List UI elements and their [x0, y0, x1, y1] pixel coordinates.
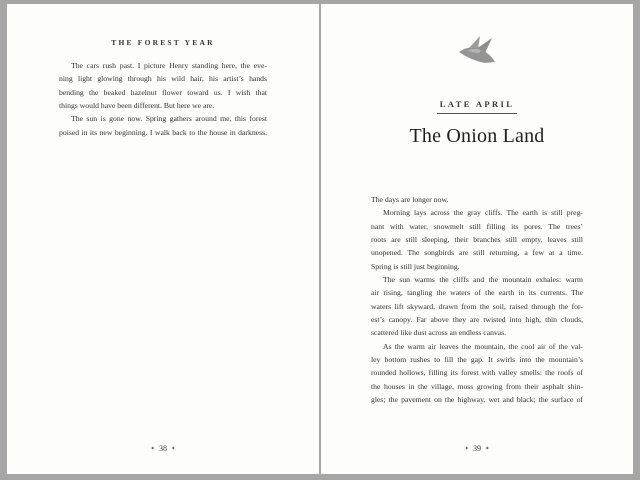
text-line: things would have been different. But here we are. — [59, 101, 215, 111]
section-label: LATE APRIL — [437, 99, 518, 114]
text-line: unopened. The songbirds are still returning, a few at a time. — [371, 248, 583, 258]
page-number-right — [321, 444, 633, 453]
text-line: waters lift skyward, drawn from the soil, raised through the for- — [371, 301, 583, 311]
page-right — [321, 4, 633, 474]
page-left — [7, 4, 319, 474]
text-line: ning light glowing through his wild hair, his artist’s hands — [59, 74, 267, 84]
page-number: 38 — [159, 444, 167, 453]
section-label-wrap — [321, 94, 633, 114]
body-text-left — [59, 59, 267, 139]
folio-ornament-icon: ✦ — [464, 446, 469, 452]
folio-ornament-icon: ✦ — [171, 446, 176, 452]
text-line: The cars rush past. I picture Henry standing here, the eve- — [71, 61, 267, 70]
body-text-right — [371, 193, 583, 407]
folio-ornament-icon: ✦ — [485, 446, 490, 452]
chapter-ornament — [321, 36, 633, 68]
text-line: est’s canopy. Far above they are twisted into high, thin clouds, — [371, 315, 583, 325]
text-line: bending the beaked hazelnut flower toward us. I wish that — [59, 87, 267, 97]
text-line: Spring is still just beginning. — [371, 261, 460, 271]
text-line: rounded hollows, filling its forest with valley smells: the roofs of — [371, 368, 583, 378]
text-line: air rising, tangling the waters of the earth in its currents. The — [371, 288, 583, 298]
text-line: ley bottom rushes to fill the gap. It swirls into the mountain’s — [371, 355, 583, 365]
text-line: poised in its new beginning. I walk back to the house in darkness. — [59, 127, 267, 137]
text-line: the houses in the village, moss growing from their asphalt shin- — [371, 381, 583, 391]
text-line: The sun warms the cliffs and the mountain exhales: warm — [383, 275, 583, 285]
text-line: As the warm air leaves the mountain, the cool air of the val- — [383, 341, 583, 351]
page-number-left — [7, 444, 319, 453]
page-number: 39 — [473, 444, 481, 453]
flying-bird-icon — [457, 36, 497, 66]
text-line: The days are longer now. — [371, 195, 449, 204]
text-line: The sun is gone now. Spring gathers around me, this forest — [71, 114, 267, 124]
text-line: scattered like dust across an endless canvas. — [371, 328, 507, 338]
text-line: nant with water, snowmelt still filling its pores. The trees’ — [371, 221, 583, 231]
text-line: gles; the pavement on the highway, wet and black; the surface of — [371, 395, 583, 405]
running-header: THE FOREST YEAR — [111, 38, 215, 47]
folio-ornament-icon: ✦ — [150, 446, 155, 452]
text-line: Morning lays across the gray cliffs. The earth is still preg- — [383, 208, 583, 218]
chapter-title: The Onion Land — [409, 125, 545, 147]
text-line: roots are still sleeping, their branches still empty, leaves still — [371, 235, 583, 245]
